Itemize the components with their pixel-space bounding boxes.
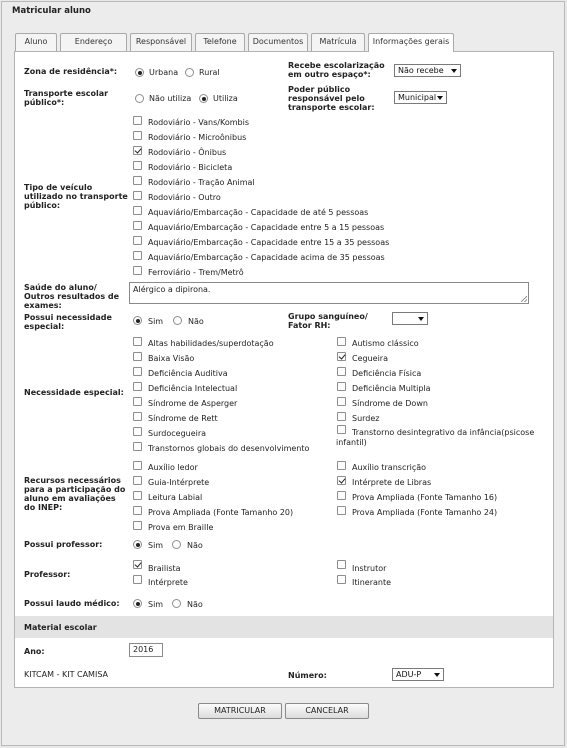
necessidade-checkbox[interactable] [337,337,346,346]
necessidade-item: Síndrome de Rett [148,414,218,423]
necessidade-nao-label: Não [188,317,204,326]
necessidade-checkbox[interactable] [337,382,346,391]
veiculo-item: Rodoviário - Vans/Kombis [148,118,249,127]
necessidade-item: Deficiência Física [352,369,422,378]
necessidade-checkbox[interactable] [337,412,346,421]
necessidade-item: Autismo clássico [352,339,419,348]
necessidade-nao-radio[interactable] [173,316,182,325]
tab-endereco[interactable]: Endereço [60,33,127,51]
veiculo-item: Rodoviário - Bicicleta [148,163,233,172]
necessidade-checkbox[interactable] [133,352,142,361]
grupo-label-2: Fator RH: [288,321,331,330]
necessidade-checkbox[interactable] [133,442,142,451]
necessidade-item: Deficiência Auditiva [148,369,228,378]
laudo-sim-radio[interactable] [133,599,142,608]
laudo-sim-label: Sim [148,600,164,609]
transporte-utiliza-label: Utiliza [213,94,238,103]
veiculo-checkbox[interactable] [133,191,142,200]
saude-label-1: Saúde do aluno/ [24,283,97,292]
necessidade-checkbox[interactable] [133,427,142,436]
necessidade-item: Cegueira [352,354,388,363]
necessidade-checkbox[interactable] [133,382,142,391]
professor-sim-radio[interactable] [133,540,142,549]
necessidade-item: Surdocegueira [148,429,207,438]
recursos-checkbox[interactable] [337,461,346,470]
necessidade-item: Baixa Visão [148,354,195,363]
recursos-item: Prova Ampliada (Fonte Tamanho 24) [352,508,498,517]
veiculo-item: Rodoviário - Tração Animal [148,178,255,187]
ano-input[interactable]: 2016 [129,643,163,657]
necessidade-q-label-1: Possui necessidade [24,313,112,322]
recursos-item: Prova em Braille [148,523,214,532]
necessidade-sim-label: Sim [148,317,164,326]
necessidade-item: Transtorno desintegrativo da infância(psicose [352,428,535,437]
recursos-item: Prova Ampliada (Fonte Tamanho 16) [352,493,498,502]
veiculo-checkbox[interactable] [133,116,142,125]
veiculo-item: Aquaviário/Embarcação - Capacidade entre 15 a 35 pessoas [148,238,390,247]
numero-select[interactable] [392,668,444,681]
necessidade-item: Altas habilidades/superdotação [148,339,274,348]
info-panel [14,51,554,688]
recursos-checkbox[interactable] [133,506,142,515]
poder-select-value: Municipal [398,93,437,102]
zona-rural-radio[interactable] [185,68,194,77]
grupo-label-1: Grupo sanguíneo/ [288,312,368,321]
recursos-item: Leitura Labial [148,493,203,502]
zona-urbana-label: Urbana [149,68,179,77]
transporte-label-2: público*: [24,98,65,107]
veiculo-item: Aquaviário/Embarcação - Capacidade acima de 35 pessoas [148,253,385,262]
professor-sim-label: Sim [148,541,164,550]
veiculo-checkbox[interactable] [133,206,142,215]
escolarizacao-select-value: Não recebe [398,66,444,75]
veiculo-checkbox[interactable] [133,131,142,140]
kit-label: KITCAM - KIT CAMISA [24,670,109,679]
laudo-nao-radio[interactable] [172,599,181,608]
recursos-checkbox[interactable] [133,461,142,470]
poder-label-2: responsável pelo [288,94,365,103]
professor-nao-label: Não [187,541,203,550]
recursos-item: Auxílio transcrição [352,463,427,472]
matricular-button[interactable]: MATRICULAR [198,703,282,719]
necessidade-item: Transtornos globais do desenvolvimento [148,444,310,453]
cancelar-button[interactable]: CANCELAR [285,703,369,719]
tab-responsavel[interactable]: Responsável [130,33,192,51]
necessidade-checkbox[interactable] [133,397,142,406]
chevron-down-icon [418,317,424,321]
recursos-label-3: aluno em avaliações [24,494,116,503]
escolarizacao-label-2: em outro espaço*: [288,70,371,79]
veiculo-item: Rodoviário - Outro [148,193,221,202]
necessidade-item: Deficiência Intelectual [148,384,238,393]
veiculo-item: Ferroviário - Trem/Metrô [148,268,244,277]
window-title: Matricular aluno [12,6,91,16]
necessidade-item: Síndrome de Asperger [148,399,238,408]
professor-checkbox[interactable] [133,560,142,569]
necessidade-checkbox[interactable] [133,367,142,376]
necessidade-checkbox[interactable] [337,352,346,361]
recursos-item: Guia-Intérprete [148,478,210,487]
veiculo-item: Aquaviário/Embarcação - Capacidade de até 5 pessoas [148,208,369,217]
necessidade-label: Necessidade especial: [24,388,124,397]
poder-label-1: Poder público [288,85,351,94]
veiculo-label-3: público: [24,201,61,210]
escolarizacao-label-1: Recebe escolarização [288,61,385,70]
grupo-select[interactable] [392,312,428,325]
recursos-checkbox[interactable] [133,476,142,485]
escolarizacao-select[interactable] [394,64,461,77]
necessidade-checkbox[interactable] [337,397,346,406]
tab-informacoes-gerais[interactable]: Informações gerais [368,33,454,52]
professor-nao-radio[interactable] [172,540,181,549]
transporte-nao-utiliza-radio[interactable] [135,94,144,103]
veiculo-item: Aquaviário/Embarcação - Capacidade entre 5 a 15 pessoas [148,223,385,232]
professor-checkbox[interactable] [337,575,346,584]
zona-label: Zona de residência*: [24,67,118,76]
professor-checkbox[interactable] [337,560,346,569]
transporte-utiliza-radio[interactable] [199,94,208,103]
zona-rural-label: Rural [199,68,220,77]
recursos-checkbox[interactable] [337,491,346,500]
recursos-checkbox[interactable] [133,491,142,500]
recursos-item: Prova Ampliada (Fonte Tamanho 20) [148,508,294,517]
veiculo-label-1: Tipo de veículo [24,183,93,192]
recursos-checkbox[interactable] [337,506,346,515]
chevron-down-icon [451,69,457,73]
veiculo-checkbox[interactable] [133,251,142,260]
necessidade-item: Surdez [352,414,380,423]
veiculo-checkbox[interactable] [133,146,142,155]
tab-telefone[interactable]: Telefone [195,33,245,51]
chevron-down-icon [434,673,440,677]
professor-q-label: Possui professor: [24,540,103,549]
tab-matricula[interactable]: Matrícula [311,33,365,51]
veiculo-item: Rodoviário - Ônibus [148,148,227,157]
veiculo-checkbox[interactable] [133,266,142,275]
veiculo-checkbox[interactable] [133,176,142,185]
necessidade-sim-radio[interactable] [133,316,142,325]
tab-aluno[interactable]: Aluno [15,33,57,51]
necessidade-item-continued: infantil) [336,438,367,447]
necessidade-checkbox[interactable] [133,337,142,346]
veiculo-checkbox[interactable] [133,236,142,245]
recursos-checkbox[interactable] [337,476,346,485]
poder-select[interactable] [394,91,447,104]
necessidade-checkbox[interactable] [337,425,346,434]
professor-item: Intérprete [148,578,188,587]
necessidade-item: Síndrome de Down [352,399,428,408]
resize-grip-icon[interactable] [521,296,527,302]
saude-label-2: Outros resultados de [24,292,120,301]
recursos-checkbox[interactable] [133,521,142,530]
necessidade-checkbox[interactable] [337,367,346,376]
zona-urbana-radio[interactable] [135,68,144,77]
saude-textarea-value: Alérgico a dipirona. [133,285,211,294]
professor-item: Brailista [148,564,181,573]
ano-label: Ano: [24,647,45,656]
saude-textarea[interactable] [129,282,529,304]
enrollment-window [1,1,565,746]
transporte-nao-utiliza-label: Não utiliza [149,94,192,103]
professor-item: Instrutor [352,564,387,573]
laudo-nao-label: Não [187,600,203,609]
necessidade-item: Deficiência Multipla [352,384,431,393]
tab-documentos[interactable]: Documentos [248,33,308,51]
necessidade-q-label-2: especial: [24,322,65,331]
recursos-item: Intérprete de Libras [352,478,432,487]
transporte-label-1: Transporte escolar [24,89,109,98]
professor-item: Itinerante [352,578,392,587]
recursos-label-2: para a participação do [24,485,126,494]
veiculo-checkbox[interactable] [133,161,142,170]
material-title: Material escolar [24,623,97,632]
recursos-label-4: do INEP: [24,503,63,512]
saude-label-3: exames: [24,301,62,310]
numero-select-value: ADU-P [396,670,422,679]
chevron-down-icon [437,96,443,100]
laudo-label: Possui laudo médico: [24,599,120,608]
professor-checkbox[interactable] [133,575,142,584]
necessidade-checkbox[interactable] [133,412,142,421]
recursos-label-1: Recursos necessários [24,476,121,485]
professor-label: Professor: [24,570,71,579]
veiculo-label-2: utilizado no transporte [24,192,128,201]
numero-label: Número: [288,671,327,680]
veiculo-item: Rodoviário - Microônibus [148,133,247,142]
recursos-item: Auxílio ledor [148,463,198,472]
poder-label-3: transporte escolar: [288,103,375,112]
veiculo-checkbox[interactable] [133,221,142,230]
